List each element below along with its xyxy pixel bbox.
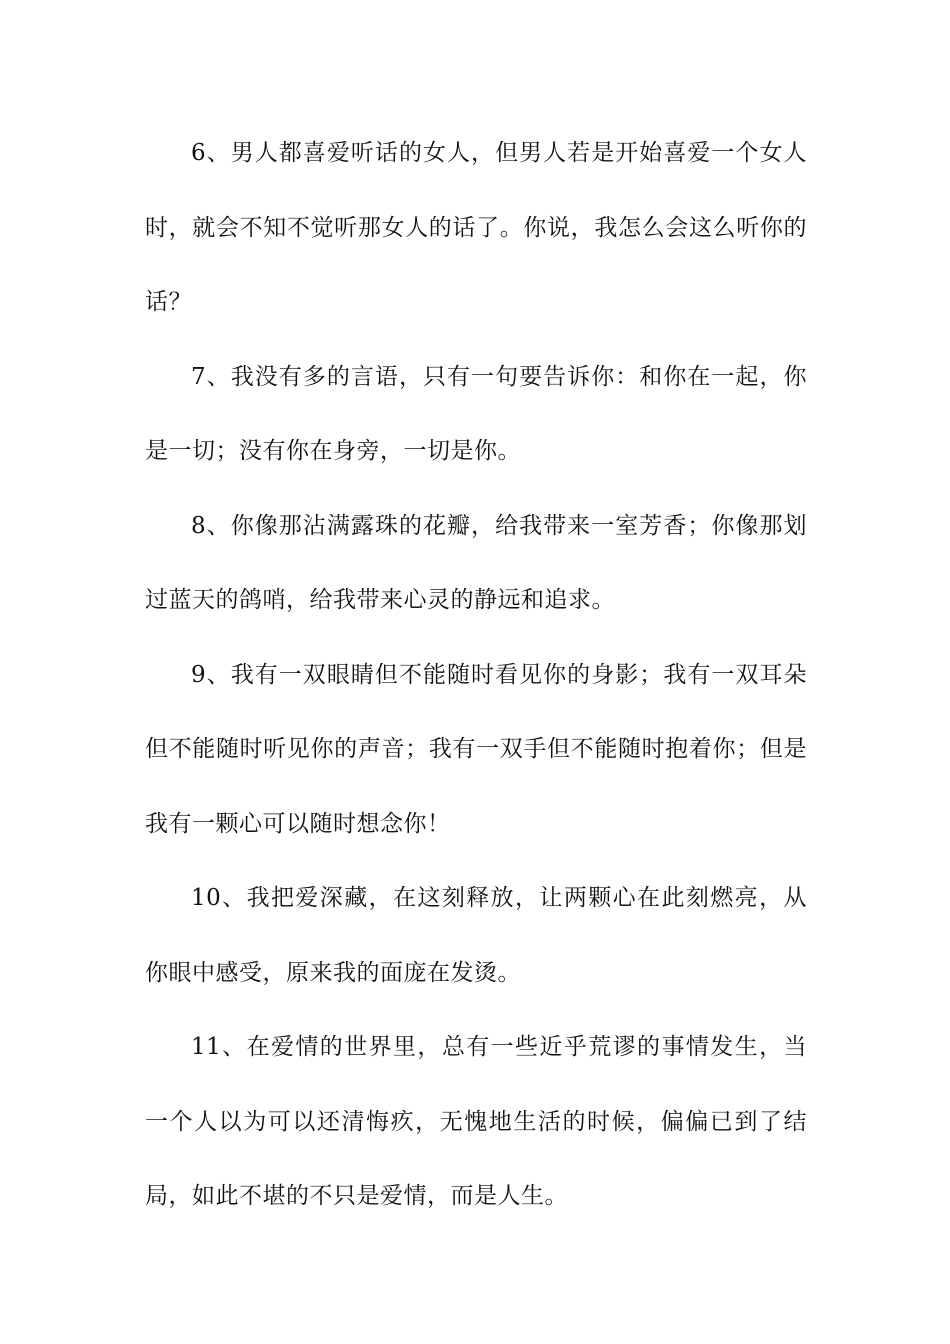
document-body bbox=[145, 116, 807, 1234]
paragraph-8: 8、你像那沾满露珠的花瓣，给我带来一室芳香；你像那划过蓝天的鸽哨，给我带来心灵的静远和追求。 bbox=[145, 512, 807, 613]
paragraph-9: 9、我有一双眼睛但不能随时看见你的身影；我有一双耳朵但不能随时听见你的声音；我有一双手但不能随时抱着你；但是我有一颗心可以随时想念你！ bbox=[145, 661, 807, 837]
paragraph-7: 7、我没有多的言语，只有一句要告诉你：和你在一起，你是一切；没有你在身旁，一切是你。 bbox=[145, 363, 807, 464]
paragraph-6: 6、男人都喜爱听话的女人，但男人若是开始喜爱一个女人时，就会不知不觉听那女人的话了。你说，我怎么会这么听你的话？ bbox=[145, 140, 807, 315]
paragraph-10: 10、我把爱深藏，在这刻释放，让两颗心在此刻燃亮，从你眼中感受，原来我的面庞在发烫。 bbox=[145, 885, 807, 986]
paragraph-11: 11、在爱情的世界里，总有一些近乎荒谬的事情发生，当一个人以为可以还清悔疚，无愧地生活的时候，偏偏已到了结局，如此不堪的不只是爱情，而是人生。 bbox=[145, 1034, 807, 1209]
